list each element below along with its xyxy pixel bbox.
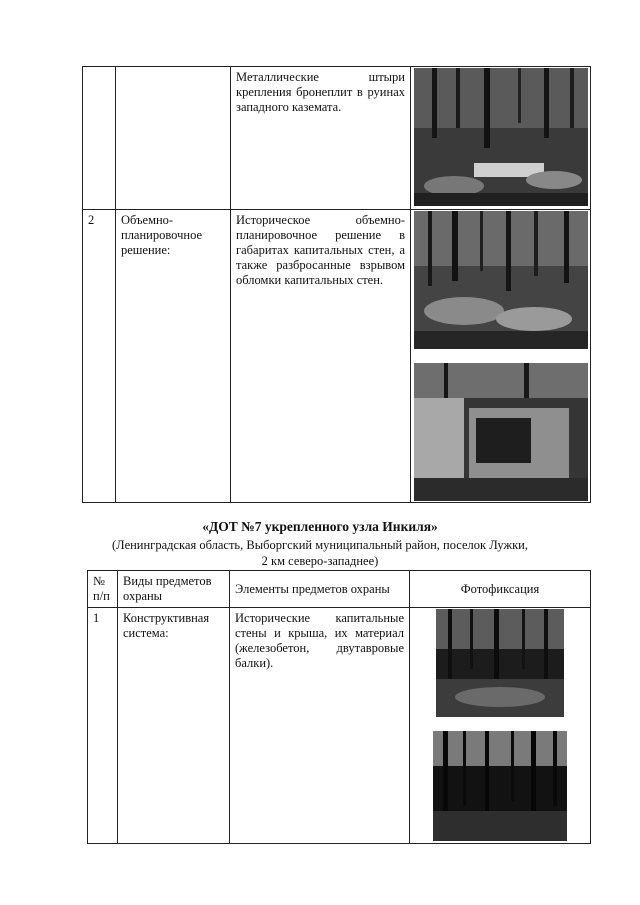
photo-cell [410,608,591,844]
table-row [83,210,591,503]
table-row [88,608,591,844]
row-number [83,67,116,210]
header-type: Виды предметов охраны [118,571,230,608]
header-photo: Фотофиксация [410,571,591,608]
forest-ruins-photo [414,68,588,206]
protection-element: Историческое объемно-планировочное решение в габаритах капитальных стен, а также разбросанные взрывом обломки капитальных стен. [231,210,411,503]
ruins-forest-photo [414,211,588,349]
bunker-wall-photo [414,363,588,501]
header-num: № п/п [88,571,118,608]
protection-type [116,67,231,210]
protection-table-continued [82,66,591,503]
section-subtitle-line2: 2 км северо-западнее) [261,554,379,568]
protection-element: Исторические капитальные стены и крыша, их материал (железобетон, двутавровые балки). [230,608,410,844]
section-title: «ДОТ №7 укрепленного узла Инкиля» [202,519,438,534]
forest-bunker-photo [436,609,564,717]
table-row [83,67,591,210]
header-element: Элементы предметов охраны [230,571,410,608]
protection-element: Металлические штыри крепления бронеплит в руинах западного каземата. [231,67,411,210]
row-number: 1 [88,608,118,844]
photo-cell [411,67,591,210]
protection-table [87,570,591,844]
row-number: 2 [83,210,116,503]
protection-type: Объемно-планировочное решение: [116,210,231,503]
forest-trees-photo [433,731,567,841]
table-header-row [88,571,591,608]
photo-cell [411,210,591,503]
protection-type: Конструктивная система: [118,608,230,844]
section-subtitle-line1: (Ленинградская область, Выборгский муниципальный район, поселок Лужки, [112,538,528,552]
